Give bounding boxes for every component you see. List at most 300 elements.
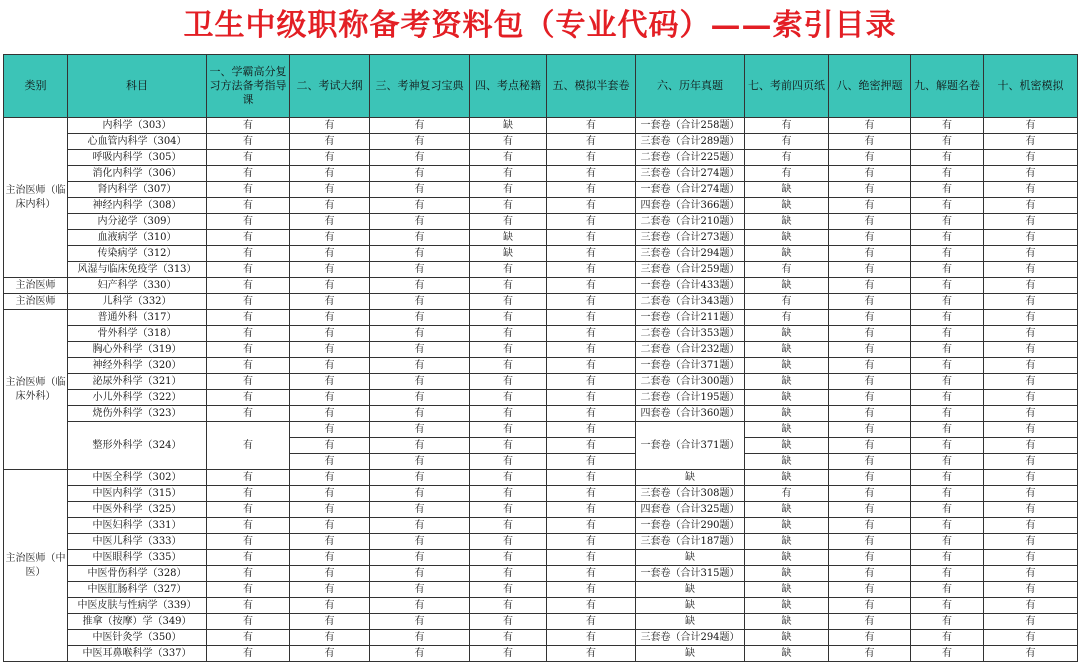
table-cell: 有 bbox=[547, 150, 636, 166]
table-cell: 有 bbox=[370, 582, 470, 598]
subject-cell: 中医儿科学（333） bbox=[68, 534, 207, 550]
subject-cell: 消化内科学（306） bbox=[68, 166, 207, 182]
table-cell: 三套卷（合计294题） bbox=[636, 630, 745, 646]
table-cell: 有 bbox=[547, 598, 636, 614]
table-cell: 有 bbox=[984, 310, 1078, 326]
table-row bbox=[4, 214, 1078, 230]
table-cell: 有 bbox=[911, 262, 984, 278]
table-cell: 有 bbox=[984, 262, 1078, 278]
table-cell: 有 bbox=[547, 422, 636, 438]
table-cell: 有 bbox=[370, 566, 470, 582]
table-cell: 有 bbox=[547, 550, 636, 566]
subject-cell: 中医眼科学（335） bbox=[68, 550, 207, 566]
table-row bbox=[4, 134, 1078, 150]
table-cell: 有 bbox=[547, 214, 636, 230]
table-cell: 有 bbox=[370, 646, 470, 662]
subject-cell: 中医皮肤与性病学（339） bbox=[68, 598, 207, 614]
table-cell: 有 bbox=[829, 326, 911, 342]
table-cell: 有 bbox=[470, 422, 547, 438]
table-cell: 有 bbox=[829, 470, 911, 486]
table-cell: 有 bbox=[290, 518, 370, 534]
table-cell: 缺 bbox=[745, 646, 829, 662]
table-cell: 有 bbox=[911, 310, 984, 326]
table-row bbox=[4, 230, 1078, 246]
table-cell: 缺 bbox=[745, 598, 829, 614]
table-cell: 有 bbox=[290, 246, 370, 262]
table-cell: 有 bbox=[984, 182, 1078, 198]
table-cell: 有 bbox=[984, 294, 1078, 310]
subject-cell: 胸心外科学（319） bbox=[68, 342, 207, 358]
category-cell: 主治医师（中医） bbox=[4, 470, 68, 662]
table-cell: 有 bbox=[984, 598, 1078, 614]
table-cell: 有 bbox=[984, 214, 1078, 230]
table-cell: 缺 bbox=[745, 550, 829, 566]
table-cell: 有 bbox=[370, 278, 470, 294]
table-cell: 有 bbox=[370, 630, 470, 646]
index-table bbox=[3, 54, 1078, 662]
table-cell: 二套卷（合计232题） bbox=[636, 342, 745, 358]
table-row bbox=[4, 422, 1078, 438]
table-cell: 有 bbox=[207, 198, 290, 214]
table-cell: 有 bbox=[547, 614, 636, 630]
table-cell: 缺 bbox=[745, 470, 829, 486]
subject-cell: 中医外科学（325） bbox=[68, 502, 207, 518]
table-cell: 有 bbox=[207, 406, 290, 422]
table-cell: 缺 bbox=[745, 182, 829, 198]
table-row bbox=[4, 598, 1078, 614]
table-cell: 有 bbox=[547, 326, 636, 342]
table-cell: 有 bbox=[470, 278, 547, 294]
table-cell: 有 bbox=[911, 566, 984, 582]
table-cell: 有 bbox=[911, 646, 984, 662]
table-cell: 有 bbox=[911, 358, 984, 374]
subject-cell: 儿科学（332） bbox=[68, 294, 207, 310]
table-cell: 有 bbox=[470, 294, 547, 310]
table-cell: 二套卷（合计210题） bbox=[636, 214, 745, 230]
table-cell: 有 bbox=[207, 614, 290, 630]
table-cell: 有 bbox=[370, 502, 470, 518]
table-cell: 有 bbox=[290, 454, 370, 470]
table-cell: 缺 bbox=[636, 550, 745, 566]
table-cell: 有 bbox=[290, 326, 370, 342]
table-cell: 缺 bbox=[745, 518, 829, 534]
table-cell: 有 bbox=[470, 134, 547, 150]
table-cell: 有 bbox=[745, 486, 829, 502]
table-cell: 有 bbox=[207, 230, 290, 246]
table-cell: 有 bbox=[911, 550, 984, 566]
table-cell: 缺 bbox=[636, 614, 745, 630]
table-cell: 有 bbox=[370, 422, 470, 438]
subject-cell: 内科学（303） bbox=[68, 118, 207, 134]
table-cell: 有 bbox=[984, 470, 1078, 486]
table-cell: 有 bbox=[911, 214, 984, 230]
table-cell: 有 bbox=[470, 358, 547, 374]
table-cell: 有 bbox=[207, 310, 290, 326]
table-cell: 有 bbox=[207, 646, 290, 662]
table-row bbox=[4, 406, 1078, 422]
table-row bbox=[4, 486, 1078, 502]
table-row bbox=[4, 294, 1078, 310]
table-cell: 有 bbox=[829, 566, 911, 582]
table-cell: 有 bbox=[470, 454, 547, 470]
table-cell: 有 bbox=[470, 262, 547, 278]
table-cell: 三套卷（合计274题） bbox=[636, 166, 745, 182]
table-cell: 有 bbox=[370, 358, 470, 374]
table-cell: 有 bbox=[911, 118, 984, 134]
table-cell: 有 bbox=[290, 630, 370, 646]
table-cell: 有 bbox=[370, 134, 470, 150]
table-cell: 有 bbox=[829, 422, 911, 438]
column-header: 十、机密模拟 bbox=[984, 55, 1078, 118]
table-cell: 有 bbox=[290, 198, 370, 214]
table-cell: 有 bbox=[547, 374, 636, 390]
table-cell: 有 bbox=[984, 342, 1078, 358]
subject-cell: 传染病学（312） bbox=[68, 246, 207, 262]
table-cell: 有 bbox=[290, 486, 370, 502]
table-cell: 有 bbox=[911, 630, 984, 646]
table-row bbox=[4, 502, 1078, 518]
table-cell: 有 bbox=[470, 566, 547, 582]
table-cell: 有 bbox=[370, 454, 470, 470]
table-cell: 有 bbox=[370, 294, 470, 310]
table-cell: 有 bbox=[470, 518, 547, 534]
table-cell: 有 bbox=[984, 134, 1078, 150]
table-cell: 有 bbox=[911, 614, 984, 630]
table-cell: 有 bbox=[370, 550, 470, 566]
table-cell: 缺 bbox=[745, 374, 829, 390]
table-cell: 有 bbox=[911, 486, 984, 502]
table-cell: 有 bbox=[911, 294, 984, 310]
subject-cell: 内分泌学（309） bbox=[68, 214, 207, 230]
table-cell: 有 bbox=[207, 598, 290, 614]
table-cell: 有 bbox=[207, 550, 290, 566]
table-cell: 有 bbox=[984, 406, 1078, 422]
table-cell: 有 bbox=[547, 646, 636, 662]
category-cell: 主治医师（临床外科） bbox=[4, 310, 68, 470]
table-cell: 一套卷（合计371题） bbox=[636, 358, 745, 374]
table-row bbox=[4, 310, 1078, 326]
table-cell: 有 bbox=[547, 262, 636, 278]
table-cell: 有 bbox=[290, 550, 370, 566]
table-cell: 有 bbox=[745, 118, 829, 134]
table-cell: 有 bbox=[984, 454, 1078, 470]
column-header: 四、考点秘籍 bbox=[470, 55, 547, 118]
table-cell: 缺 bbox=[470, 230, 547, 246]
table-cell: 缺 bbox=[745, 454, 829, 470]
table-cell: 有 bbox=[290, 166, 370, 182]
table-cell: 有 bbox=[984, 518, 1078, 534]
table-cell: 有 bbox=[370, 310, 470, 326]
table-cell: 有 bbox=[370, 262, 470, 278]
table-cell: 有 bbox=[207, 342, 290, 358]
table-cell: 有 bbox=[207, 566, 290, 582]
table-cell: 缺 bbox=[745, 198, 829, 214]
subject-cell: 呼吸内科学（305） bbox=[68, 150, 207, 166]
table-cell: 有 bbox=[207, 358, 290, 374]
table-cell: 有 bbox=[207, 134, 290, 150]
column-header: 一、学霸高分复习方法备考指导课 bbox=[207, 55, 290, 118]
table-cell: 有 bbox=[290, 502, 370, 518]
table-cell: 有 bbox=[984, 566, 1078, 582]
subject-cell: 中医骨伤科学（328） bbox=[68, 566, 207, 582]
table-cell: 有 bbox=[984, 534, 1078, 550]
table-cell: 有 bbox=[547, 486, 636, 502]
table-cell: 有 bbox=[984, 374, 1078, 390]
subject-cell: 中医肛肠科学（327） bbox=[68, 582, 207, 598]
table-cell: 有 bbox=[470, 342, 547, 358]
table-cell: 有 bbox=[745, 262, 829, 278]
table-cell: 有 bbox=[470, 150, 547, 166]
table-cell: 有 bbox=[370, 342, 470, 358]
table-cell: 有 bbox=[547, 406, 636, 422]
table-cell: 缺 bbox=[745, 582, 829, 598]
table-cell: 有 bbox=[829, 582, 911, 598]
table-cell: 有 bbox=[207, 518, 290, 534]
table-cell: 缺 bbox=[745, 406, 829, 422]
table-cell: 有 bbox=[547, 534, 636, 550]
table-cell: 有 bbox=[911, 198, 984, 214]
table-cell: 有 bbox=[829, 534, 911, 550]
table-cell: 有 bbox=[290, 390, 370, 406]
table-cell: 四套卷（合计360题） bbox=[636, 406, 745, 422]
table-cell: 缺 bbox=[636, 582, 745, 598]
table-cell: 有 bbox=[207, 118, 290, 134]
table-cell: 有 bbox=[911, 502, 984, 518]
table-cell: 三套卷（合计289题） bbox=[636, 134, 745, 150]
table-cell: 有 bbox=[290, 374, 370, 390]
table-cell: 缺 bbox=[745, 566, 829, 582]
table-cell: 缺 bbox=[470, 246, 547, 262]
table-row bbox=[4, 630, 1078, 646]
table-cell: 三套卷（合计187题） bbox=[636, 534, 745, 550]
table-cell: 缺 bbox=[745, 614, 829, 630]
table-cell: 缺 bbox=[745, 246, 829, 262]
table-cell: 有 bbox=[547, 630, 636, 646]
table-cell: 有 bbox=[207, 278, 290, 294]
table-cell: 有 bbox=[370, 614, 470, 630]
table-cell: 有 bbox=[290, 406, 370, 422]
table-cell: 有 bbox=[984, 502, 1078, 518]
table-cell: 有 bbox=[207, 326, 290, 342]
table-cell: 有 bbox=[207, 390, 290, 406]
table-row bbox=[4, 358, 1078, 374]
table-cell: 三套卷（合计308题） bbox=[636, 486, 745, 502]
table-cell: 有 bbox=[911, 342, 984, 358]
table-cell: 有 bbox=[547, 246, 636, 262]
table-cell: 有 bbox=[470, 550, 547, 566]
table-cell: 有 bbox=[470, 390, 547, 406]
table-row bbox=[4, 326, 1078, 342]
table-cell: 有 bbox=[470, 326, 547, 342]
subject-cell: 小儿外科学（322） bbox=[68, 390, 207, 406]
subject-cell: 血液病学（310） bbox=[68, 230, 207, 246]
table-row bbox=[4, 390, 1078, 406]
table-row bbox=[4, 166, 1078, 182]
table-cell: 缺 bbox=[745, 214, 829, 230]
column-header: 三、考神复习宝典 bbox=[370, 55, 470, 118]
table-cell: 有 bbox=[207, 534, 290, 550]
table-cell: 有 bbox=[290, 438, 370, 454]
table-cell: 二套卷（合计343题） bbox=[636, 294, 745, 310]
subject-cell: 中医耳鼻喉科学（337） bbox=[68, 646, 207, 662]
table-cell: 一套卷（合计290题） bbox=[636, 518, 745, 534]
table-cell: 有 bbox=[829, 406, 911, 422]
table-cell: 有 bbox=[290, 470, 370, 486]
table-cell: 有 bbox=[829, 550, 911, 566]
table-cell: 有 bbox=[370, 182, 470, 198]
subject-cell: 风湿与临床免疫学（313） bbox=[68, 262, 207, 278]
table-cell: 有 bbox=[984, 198, 1078, 214]
column-header: 七、考前四页纸 bbox=[745, 55, 829, 118]
table-cell: 缺 bbox=[745, 326, 829, 342]
table-cell: 有 bbox=[470, 582, 547, 598]
table-cell: 有 bbox=[745, 134, 829, 150]
table-cell: 有 bbox=[829, 390, 911, 406]
table-cell: 有 bbox=[547, 390, 636, 406]
table-cell: 有 bbox=[829, 214, 911, 230]
table-cell: 有 bbox=[370, 166, 470, 182]
table-cell: 有 bbox=[470, 374, 547, 390]
table-cell: 有 bbox=[547, 278, 636, 294]
table-row bbox=[4, 182, 1078, 198]
table-row bbox=[4, 342, 1078, 358]
table-cell: 有 bbox=[207, 150, 290, 166]
table-cell: 有 bbox=[370, 438, 470, 454]
table-cell: 二套卷（合计195题） bbox=[636, 390, 745, 406]
table-cell: 有 bbox=[829, 246, 911, 262]
subject-cell: 中医针灸学（350） bbox=[68, 630, 207, 646]
table-cell: 三套卷（合计294题） bbox=[636, 246, 745, 262]
table-cell: 有 bbox=[370, 230, 470, 246]
table-cell: 有 bbox=[470, 470, 547, 486]
table-cell: 有 bbox=[984, 630, 1078, 646]
table-cell: 有 bbox=[370, 326, 470, 342]
column-header: 二、考试大纲 bbox=[290, 55, 370, 118]
table-cell: 有 bbox=[829, 486, 911, 502]
table-cell: 一套卷（合计274题） bbox=[636, 182, 745, 198]
header-row bbox=[4, 55, 1078, 118]
table-cell: 有 bbox=[470, 630, 547, 646]
table-cell: 缺 bbox=[636, 470, 745, 486]
table-cell: 有 bbox=[547, 438, 636, 454]
table-cell: 有 bbox=[829, 358, 911, 374]
table-cell: 有 bbox=[984, 118, 1078, 134]
table-cell: 三套卷（合计259题） bbox=[636, 262, 745, 278]
table-cell: 有 bbox=[207, 214, 290, 230]
table-cell: 有 bbox=[829, 454, 911, 470]
table-cell: 有 bbox=[984, 166, 1078, 182]
table-cell: 有 bbox=[470, 310, 547, 326]
table-cell: 有 bbox=[984, 550, 1078, 566]
table-row bbox=[4, 246, 1078, 262]
table-cell: 有 bbox=[984, 150, 1078, 166]
table-cell: 有 bbox=[984, 326, 1078, 342]
table-cell: 有 bbox=[984, 646, 1078, 662]
table-cell: 一套卷（合计315题） bbox=[636, 566, 745, 582]
table-cell: 有 bbox=[370, 470, 470, 486]
table-row bbox=[4, 518, 1078, 534]
category-cell: 主治医师（临床内科） bbox=[4, 118, 68, 278]
table-row bbox=[4, 566, 1078, 582]
table-cell: 有 bbox=[829, 294, 911, 310]
subject-cell: 烧伤外科学（323） bbox=[68, 406, 207, 422]
table-cell: 有 bbox=[829, 150, 911, 166]
table-cell: 有 bbox=[290, 566, 370, 582]
table-cell: 有 bbox=[370, 534, 470, 550]
table-cell: 二套卷（合计225题） bbox=[636, 150, 745, 166]
column-header: 科目 bbox=[68, 55, 207, 118]
subject-cell: 中医全科学（302） bbox=[68, 470, 207, 486]
table-cell: 有 bbox=[290, 582, 370, 598]
table-cell: 有 bbox=[547, 342, 636, 358]
table-cell: 有 bbox=[470, 198, 547, 214]
table-cell: 有 bbox=[290, 422, 370, 438]
table-body bbox=[4, 118, 1078, 662]
table-cell: 有 bbox=[745, 150, 829, 166]
table-cell: 有 bbox=[829, 630, 911, 646]
table-cell: 缺 bbox=[745, 502, 829, 518]
table-cell: 有 bbox=[207, 246, 290, 262]
table-cell: 缺 bbox=[636, 646, 745, 662]
table-row bbox=[4, 646, 1078, 662]
table-cell: 有 bbox=[829, 198, 911, 214]
table-cell: 有 bbox=[207, 582, 290, 598]
table-cell: 有 bbox=[290, 118, 370, 134]
table-cell: 有 bbox=[911, 278, 984, 294]
table-cell: 有 bbox=[290, 358, 370, 374]
table-cell: 有 bbox=[829, 438, 911, 454]
table-cell: 有 bbox=[370, 214, 470, 230]
subject-cell: 神经内科学（308） bbox=[68, 198, 207, 214]
subject-cell: 心血管内科学（304） bbox=[68, 134, 207, 150]
table-cell: 缺 bbox=[745, 534, 829, 550]
table-cell: 有 bbox=[290, 294, 370, 310]
table-cell: 有 bbox=[207, 630, 290, 646]
table-cell: 二套卷（合计353题） bbox=[636, 326, 745, 342]
table-cell: 有 bbox=[470, 598, 547, 614]
column-header: 五、模拟半套卷 bbox=[547, 55, 636, 118]
table-cell: 有 bbox=[829, 518, 911, 534]
table-cell: 有 bbox=[547, 230, 636, 246]
table-cell: 有 bbox=[829, 646, 911, 662]
table-cell: 有 bbox=[829, 502, 911, 518]
table-cell: 有 bbox=[984, 422, 1078, 438]
table-cell: 有 bbox=[911, 406, 984, 422]
table-row bbox=[4, 278, 1078, 294]
table-cell: 有 bbox=[470, 486, 547, 502]
table-cell: 有 bbox=[370, 150, 470, 166]
table-cell: 有 bbox=[829, 182, 911, 198]
table-row bbox=[4, 470, 1078, 486]
table-cell: 有 bbox=[470, 214, 547, 230]
table-cell: 有 bbox=[547, 294, 636, 310]
table-cell: 有 bbox=[984, 438, 1078, 454]
column-header: 六、历年真题 bbox=[636, 55, 745, 118]
table-cell: 有 bbox=[207, 294, 290, 310]
table-cell: 有 bbox=[370, 598, 470, 614]
category-cell: 主治医师 bbox=[4, 278, 68, 294]
table-cell: 有 bbox=[470, 534, 547, 550]
table-cell: 有 bbox=[911, 182, 984, 198]
table-cell: 有 bbox=[911, 598, 984, 614]
table-cell: 四套卷（合计366题） bbox=[636, 198, 745, 214]
column-header: 类别 bbox=[4, 55, 68, 118]
table-cell: 有 bbox=[829, 278, 911, 294]
table-cell: 有 bbox=[829, 374, 911, 390]
table-cell: 有 bbox=[911, 374, 984, 390]
table-cell: 有 bbox=[984, 390, 1078, 406]
table-cell: 有 bbox=[829, 342, 911, 358]
